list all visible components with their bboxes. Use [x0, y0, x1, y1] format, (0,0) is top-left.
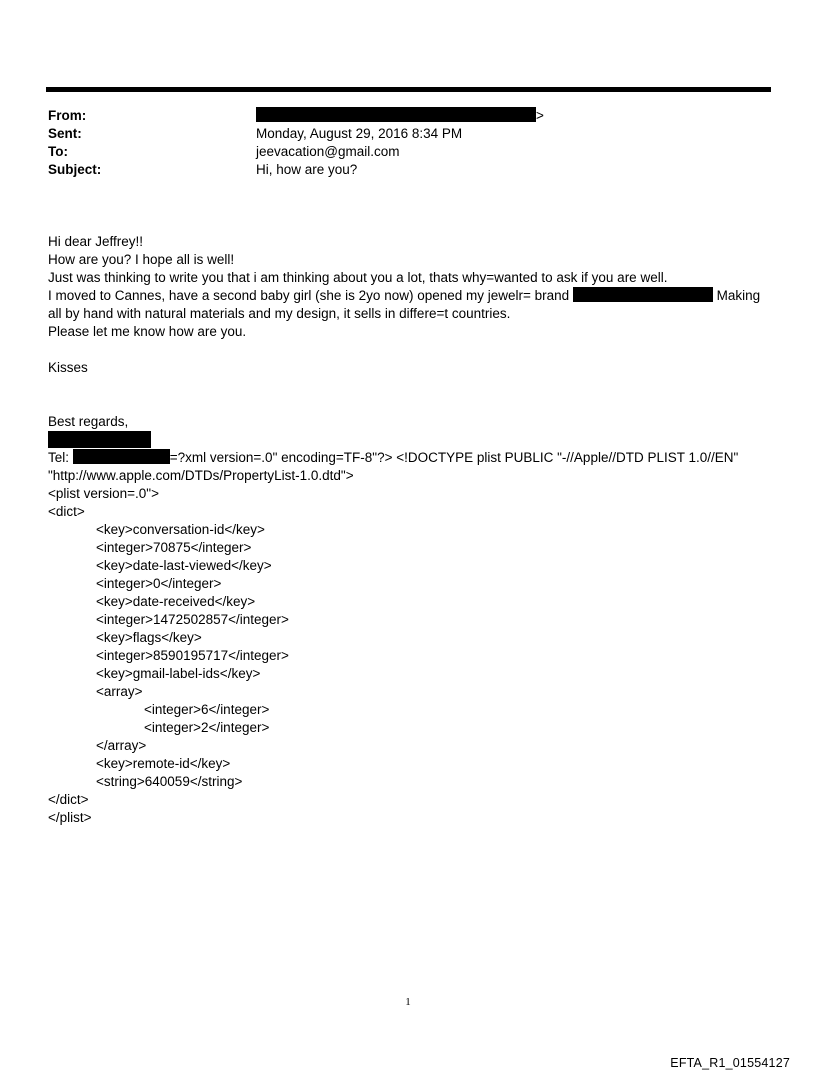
from-label: From:: [48, 108, 87, 123]
plist-entry: <string>640059</string>: [96, 774, 243, 789]
greeting: Hi dear Jeffrey!!: [48, 234, 144, 249]
body-line-brand: [48, 287, 773, 305]
plist-entry: </array>: [96, 738, 147, 753]
subject-row: [48, 161, 768, 179]
body-line-part: I moved to Cannes, have a second baby girl (she is 2yo now) opened my jewelr= brand: [48, 288, 573, 303]
signoff: Kisses: [48, 360, 88, 375]
plist-entry: <key>date-last-viewed</key>: [96, 558, 272, 573]
plist-entry: <integer>0</integer>: [96, 576, 222, 591]
subject-label: Subject:: [48, 162, 102, 177]
plist-array-item: <integer>6</integer>: [144, 702, 270, 717]
body-line: How are you? I hope all is well!: [48, 252, 235, 267]
plist-entry: <key>conversation-id</key>: [96, 522, 265, 537]
email-body: [48, 233, 773, 827]
header-rule: [46, 87, 771, 92]
plist-array-item: <integer>2</integer>: [144, 720, 270, 735]
body-line-part: Making: [712, 288, 761, 303]
page-number: 1: [405, 996, 411, 1008]
sent-row: [48, 125, 768, 143]
plist-entry: <key>gmail-label-ids</key>: [96, 666, 261, 681]
to-value: jeevacation@gmail.com: [256, 144, 400, 159]
redaction-box: [573, 287, 713, 302]
body-line: Just was thinking to write you that i am thinking about you a lot, thats why=wanted to ask if you are well.: [48, 270, 668, 285]
to-row: [48, 143, 768, 161]
plist-entry: <key>remote-id</key>: [96, 756, 231, 771]
plist-entry: <integer>70875</integer>: [96, 540, 252, 555]
plist-entry: <integer>1472502857</integer>: [96, 612, 289, 627]
plist-entry: <array>: [96, 684, 143, 699]
subject-value: Hi, how are you?: [256, 162, 358, 177]
sent-label: Sent:: [48, 126, 82, 141]
xml-declaration: =?xml version=.0" encoding=TF-8"?> <!DOCTYPE plist PUBLIC "-//Apple//DTD PLIST 1.0//EN": [169, 450, 739, 465]
dict-open: <dict>: [48, 504, 85, 519]
plist-entry: <key>date-received</key>: [96, 594, 256, 609]
regards: Best regards,: [48, 414, 129, 429]
body-line: all by hand with natural materials and my design, it sells in differe=t countries.: [48, 306, 511, 321]
signature-name: [48, 431, 773, 449]
body-line: Please let me know how are you.: [48, 324, 247, 339]
from-suffix: >: [536, 108, 544, 123]
redaction-box: [256, 107, 536, 122]
sent-value: Monday, August 29, 2016 8:34 PM: [256, 126, 463, 141]
to-label: To:: [48, 144, 68, 159]
email-header: [48, 107, 768, 179]
from-value: [256, 107, 544, 125]
document-id: EFTA_R1_01554127: [670, 1056, 790, 1070]
plist-entry: <key>flags</key>: [96, 630, 202, 645]
tel-line: [48, 449, 773, 467]
plist-close: </plist>: [48, 810, 92, 825]
redaction-box: [73, 449, 170, 464]
dtd-url: "http://www.apple.com/DTDs/PropertyList-1.0.dtd">: [48, 468, 354, 483]
plist-entry: <integer>8590195717</integer>: [96, 648, 289, 663]
plist-open: <plist version=.0">: [48, 486, 159, 501]
redaction-box: [48, 431, 151, 448]
tel-label: Tel:: [48, 450, 73, 465]
from-row: [48, 107, 768, 125]
dict-close: </dict>: [48, 792, 89, 807]
